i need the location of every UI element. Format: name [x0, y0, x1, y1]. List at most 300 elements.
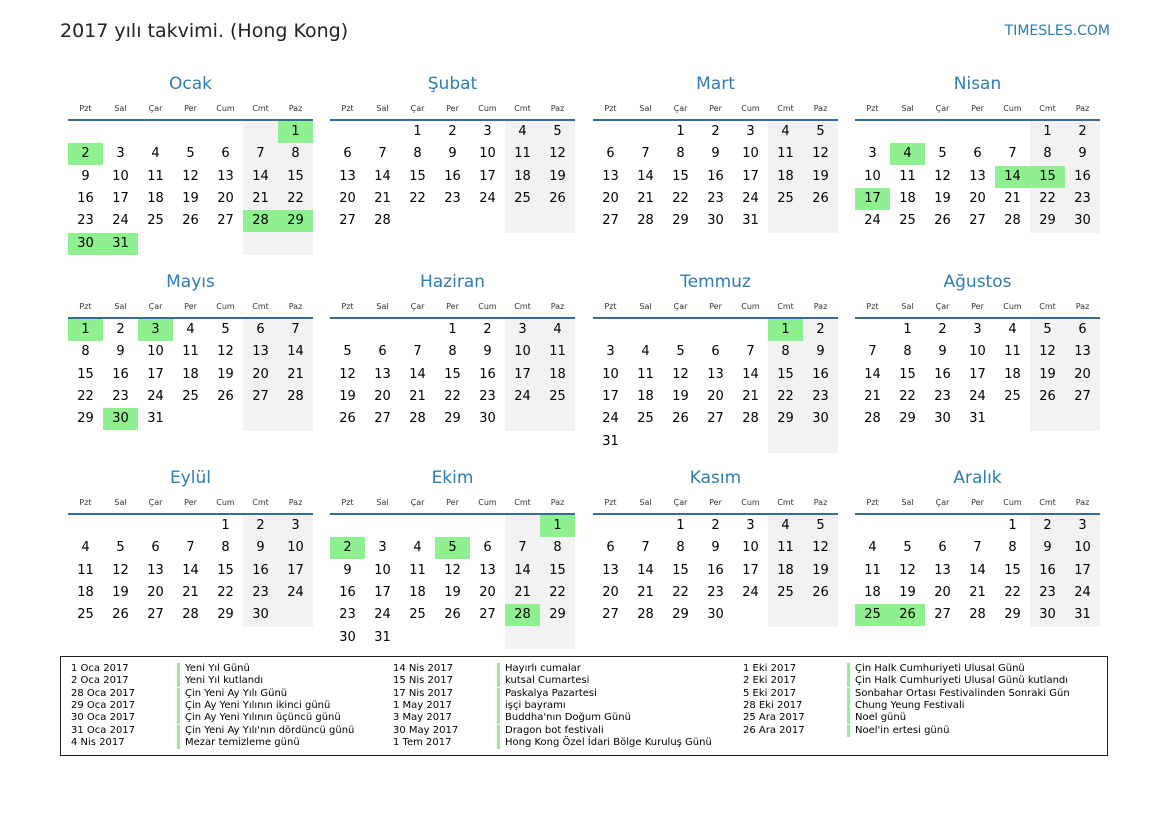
holiday-day-cell: 30 [68, 233, 103, 255]
day-cell: 6 [606, 146, 615, 162]
day-cell: 16 [812, 366, 829, 382]
day-cell: 11 [409, 562, 426, 578]
day-cell: 22 [287, 190, 304, 206]
day-cell: 30 [934, 411, 951, 427]
day-cell: 10 [287, 540, 304, 556]
holiday-marker [497, 737, 500, 749]
weekday-label: Cmt [252, 104, 269, 113]
day-cell: 8 [413, 146, 422, 162]
weekday-label: Cmt [252, 498, 269, 507]
day-cell: 7 [641, 540, 650, 556]
holiday-marker [497, 712, 500, 724]
holiday-day-cell: 31 [103, 233, 138, 255]
weekday-header [855, 104, 1100, 116]
day-cell: 14 [409, 366, 426, 382]
holiday-date: 30 May 2017 [393, 724, 459, 736]
day-cell: 5 [816, 518, 825, 533]
month-5 [330, 272, 575, 436]
day-cell: 1 [1043, 124, 1052, 139]
weekday-label: Cmt [252, 302, 269, 311]
day-cell: 7 [256, 146, 265, 162]
day-cell: 25 [182, 388, 199, 404]
holiday-day-cell: 14 [995, 166, 1030, 188]
holiday-name: Çin Yeni Ay Yılı'nın dördüncü günü [185, 724, 355, 736]
holiday-name: Çin Halk Cumhuriyeti Ulusal Günü [855, 663, 1025, 674]
month-name: Nisan [953, 74, 1002, 94]
day-cell: 12 [1039, 344, 1056, 360]
holiday-day-cell: 4 [890, 143, 925, 165]
holiday-marker [177, 688, 180, 700]
day-cell: 5 [903, 540, 912, 556]
day-cell: 22 [217, 584, 234, 600]
day-cell: 3 [746, 518, 755, 533]
holiday-day-cell: 28 [243, 210, 278, 232]
weekday-label: Paz [550, 104, 565, 113]
day-cell: 7 [291, 322, 300, 337]
day-cell: 26 [672, 411, 689, 427]
weekday-label: Pzt [866, 302, 879, 311]
holiday-marker [177, 737, 180, 749]
day-cell: 15 [549, 562, 566, 578]
day-cell: 27 [374, 411, 391, 427]
month-name: Ekim [431, 468, 474, 488]
day-cell: 13 [1074, 344, 1091, 360]
day-cell: 6 [938, 540, 947, 556]
day-cell: 18 [514, 168, 531, 184]
day-cell: 31 [969, 411, 986, 427]
day-cell: 21 [409, 388, 426, 404]
weekday-header [68, 302, 313, 314]
holiday-day-cell: 5 [435, 537, 470, 559]
day-cell: 24 [742, 190, 759, 206]
day-cell: 16 [252, 562, 269, 578]
day-cell: 5 [938, 146, 947, 162]
day-cell: 24 [287, 584, 304, 600]
weekday-label: Sal [376, 104, 389, 113]
weekday-label: Sal [639, 302, 652, 311]
day-cell: 15 [287, 168, 304, 184]
day-cell: 18 [864, 584, 881, 600]
holiday-day-cell: 30 [103, 408, 138, 430]
day-cell: 8 [81, 344, 90, 360]
day-cell: 25 [77, 607, 94, 623]
day-cell: 10 [602, 366, 619, 382]
day-cell: 9 [81, 168, 90, 184]
day-cell: 6 [483, 540, 492, 556]
weekday-label: Per [184, 498, 197, 507]
holiday-name: Noel günü [855, 712, 907, 724]
day-cell: 20 [934, 584, 951, 600]
day-cell: 28 [742, 411, 759, 427]
weekday-label: Per [446, 302, 459, 311]
weekday-label: Cmt [777, 104, 794, 113]
day-cell: 14 [374, 168, 391, 184]
day-cell: 18 [777, 562, 794, 578]
day-cell: 12 [672, 366, 689, 382]
day-cell: 26 [1039, 388, 1056, 404]
month-11 [855, 468, 1100, 632]
day-cell: 19 [812, 168, 829, 184]
month-name: Mart [696, 74, 735, 94]
day-cell: 20 [217, 190, 234, 206]
weekday-header [68, 498, 313, 510]
month-7 [855, 272, 1100, 436]
day-cell: 20 [147, 584, 164, 600]
holiday-marker [497, 688, 500, 700]
day-cell: 4 [641, 344, 650, 360]
day-cell: 12 [899, 562, 916, 578]
day-cell: 28 [637, 607, 654, 623]
holiday-date: 26 Ara 2017 [743, 724, 805, 736]
weekday-label: Sal [901, 104, 914, 113]
day-cell: 26 [112, 607, 129, 623]
month-3 [855, 74, 1100, 238]
day-cell: 22 [777, 388, 794, 404]
day-cell: 16 [707, 168, 724, 184]
day-cell: 8 [781, 344, 790, 360]
weekday-label: Cmt [514, 498, 531, 507]
weekday-header [330, 104, 575, 116]
weekday-header [593, 302, 838, 314]
day-cell: 25 [1004, 388, 1021, 404]
holiday-date: 1 May 2017 [393, 699, 452, 711]
day-cell: 31 [602, 433, 619, 449]
day-cell: 14 [514, 562, 531, 578]
day-cell: 29 [77, 411, 94, 427]
weekday-label: Cmt [1039, 498, 1056, 507]
day-cell: 24 [602, 411, 619, 427]
day-cell: 23 [444, 190, 461, 206]
day-cell: 10 [147, 344, 164, 360]
day-cell: 11 [899, 168, 916, 184]
weekday-label: Per [971, 302, 984, 311]
day-cell: 3 [291, 518, 300, 533]
month-10 [593, 468, 838, 632]
day-cell: 30 [479, 411, 496, 427]
day-cell: 16 [339, 584, 356, 600]
day-cell: 27 [969, 213, 986, 229]
holiday-date: 1 Tem 2017 [393, 736, 452, 748]
day-cell: 18 [1004, 366, 1021, 382]
weekday-label: Cum [1003, 302, 1022, 311]
day-cell: 11 [147, 168, 164, 184]
day-cell: 13 [602, 168, 619, 184]
weekday-label: Çar [148, 302, 163, 311]
day-cell: 4 [781, 518, 790, 533]
weekday-label: Çar [410, 104, 425, 113]
day-cell: 12 [549, 146, 566, 162]
day-cell: 13 [969, 168, 986, 184]
day-cell: 17 [742, 562, 759, 578]
holiday-day-cell: 28 [505, 604, 540, 626]
day-cell: 21 [514, 584, 531, 600]
day-cell: 12 [182, 168, 199, 184]
holiday-name: Çin Ay Yeni Yılının üçüncü günü [185, 712, 341, 724]
weekday-header [855, 302, 1100, 314]
day-cell: 27 [217, 213, 234, 229]
day-cell: 29 [444, 411, 461, 427]
weekday-header [593, 498, 838, 510]
weekday-header [330, 302, 575, 314]
day-cell: 23 [812, 388, 829, 404]
weekday-label: Per [709, 498, 722, 507]
weekday-label: Cum [216, 104, 235, 113]
day-cell: 20 [339, 190, 356, 206]
weekday-label: Per [184, 104, 197, 113]
day-cell: 7 [973, 540, 982, 556]
day-cell: 13 [707, 366, 724, 382]
weekday-label: Cum [741, 104, 760, 113]
day-cell: 25 [899, 213, 916, 229]
weekday-label: Çar [673, 104, 688, 113]
day-cell: 19 [1039, 366, 1056, 382]
day-cell: 17 [969, 366, 986, 382]
day-cell: 2 [938, 322, 947, 337]
day-cell: 22 [672, 190, 689, 206]
month-8 [68, 468, 313, 632]
day-cell: 7 [378, 146, 387, 162]
weekday-label: Per [709, 302, 722, 311]
holiday-day-cell: 17 [855, 188, 890, 210]
weekday-label: Cmt [777, 302, 794, 311]
holiday-marker [847, 663, 850, 675]
day-cell: 10 [742, 146, 759, 162]
day-cell: 8 [1043, 146, 1052, 162]
day-cell: 15 [77, 366, 94, 382]
day-cell: 19 [182, 190, 199, 206]
day-cell: 23 [112, 388, 129, 404]
weekday-label: Paz [1075, 104, 1090, 113]
day-cell: 2 [448, 124, 457, 139]
day-cell: 7 [641, 146, 650, 162]
day-cell: 28 [182, 607, 199, 623]
weekday-label: Cum [478, 498, 497, 507]
day-cell: 16 [707, 562, 724, 578]
day-cell: 22 [409, 190, 426, 206]
day-cell: 25 [549, 388, 566, 404]
day-cell: 1 [413, 124, 422, 139]
weekday-label: Çar [410, 302, 425, 311]
day-cell: 20 [707, 388, 724, 404]
weekday-header [68, 104, 313, 116]
day-cell: 3 [973, 322, 982, 337]
day-cell: 14 [864, 366, 881, 382]
holiday-date: 28 Eki 2017 [743, 699, 803, 711]
weekday-label: Sal [901, 498, 914, 507]
day-cell: 28 [1004, 213, 1021, 229]
day-cell: 7 [746, 344, 755, 360]
holiday-day-cell: 29 [278, 210, 313, 232]
day-cell: 31 [147, 411, 164, 427]
day-cell: 15 [899, 366, 916, 382]
weekday-label: Cum [216, 498, 235, 507]
day-cell: 11 [777, 146, 794, 162]
month-name: Eylül [169, 468, 212, 488]
day-cell: 12 [812, 146, 829, 162]
day-cell: 3 [868, 146, 877, 162]
day-cell: 27 [707, 411, 724, 427]
day-cell: 28 [374, 213, 391, 229]
day-cell: 7 [186, 540, 195, 556]
day-cell: 3 [378, 540, 387, 556]
day-cell: 29 [217, 607, 234, 623]
holiday-name: Çin Halk Cumhuriyeti Ulusal Günü kutlandı [855, 675, 1069, 687]
weekday-label: Sal [639, 104, 652, 113]
day-cell: 24 [969, 388, 986, 404]
day-cell: 6 [711, 344, 720, 360]
day-cell: 29 [1004, 607, 1021, 623]
day-cell: 14 [287, 344, 304, 360]
day-cell: 9 [1078, 146, 1087, 162]
day-cell: 15 [409, 168, 426, 184]
day-cell: 9 [938, 344, 947, 360]
day-cell: 27 [147, 607, 164, 623]
day-cell: 11 [1004, 344, 1021, 360]
day-cell: 10 [1074, 540, 1091, 556]
month-9 [330, 468, 575, 654]
day-cell: 24 [479, 190, 496, 206]
holiday-day-cell: 1 [278, 121, 313, 143]
weekday-header [330, 498, 575, 510]
day-cell: 9 [448, 146, 457, 162]
weekday-label: Cmt [777, 498, 794, 507]
day-cell: 29 [777, 411, 794, 427]
day-cell: 14 [742, 366, 759, 382]
day-cell: 19 [934, 190, 951, 206]
weekday-label: Pzt [79, 498, 92, 507]
day-cell: 29 [1039, 213, 1056, 229]
holiday-date: 14 Nis 2017 [393, 663, 453, 674]
day-cell: 23 [479, 388, 496, 404]
day-cell: 7 [868, 344, 877, 360]
day-cell: 5 [816, 124, 825, 139]
day-cell: 1 [221, 518, 230, 533]
day-cell: 2 [256, 518, 265, 533]
day-cell: 17 [479, 168, 496, 184]
weekday-label: Pzt [79, 104, 92, 113]
weekday-label: Paz [813, 104, 828, 113]
day-cell: 17 [1074, 562, 1091, 578]
day-cell: 1 [1008, 518, 1017, 533]
day-cell: 6 [256, 322, 265, 337]
day-cell: 19 [217, 366, 234, 382]
day-cell: 6 [151, 540, 160, 556]
day-cell: 22 [1004, 584, 1021, 600]
holiday-name: Chung Yeung Festivali [855, 699, 965, 711]
weekday-label: Çar [935, 498, 950, 507]
weekday-label: Sal [639, 498, 652, 507]
day-cell: 13 [252, 344, 269, 360]
holiday-day-cell: 1 [540, 515, 575, 537]
holiday-day-cell: 3 [138, 319, 173, 341]
day-cell: 1 [676, 124, 685, 139]
day-cell: 15 [777, 366, 794, 382]
weekday-label: Paz [288, 104, 303, 113]
day-cell: 6 [221, 146, 230, 162]
month-name: Şubat [427, 74, 478, 94]
weekday-label: Paz [288, 498, 303, 507]
day-cell: 12 [812, 540, 829, 556]
day-cell: 8 [291, 146, 300, 162]
day-cell: 20 [602, 190, 619, 206]
weekday-label: Sal [376, 498, 389, 507]
day-cell: 5 [1043, 322, 1052, 337]
holiday-day-cell: 2 [68, 143, 103, 165]
day-cell: 19 [672, 388, 689, 404]
day-cell: 13 [217, 168, 234, 184]
day-cell: 2 [1043, 518, 1052, 533]
day-cell: 31 [374, 629, 391, 645]
weekday-label: Sal [114, 104, 127, 113]
month-name: Ağustos [943, 272, 1012, 292]
day-cell: 26 [217, 388, 234, 404]
day-cell: 5 [343, 344, 352, 360]
site-link[interactable]: TIMESLES.COM [1004, 23, 1110, 39]
day-cell: 29 [549, 607, 566, 623]
weekday-label: Pzt [604, 498, 617, 507]
weekday-label: Paz [1075, 302, 1090, 311]
day-cell: 4 [1008, 322, 1017, 337]
weekday-label: Cum [1003, 104, 1022, 113]
day-cell: 11 [777, 540, 794, 556]
holiday-legend [60, 656, 1108, 756]
day-cell: 6 [343, 146, 352, 162]
day-cell: 13 [147, 562, 164, 578]
day-cell: 22 [77, 388, 94, 404]
day-cell: 4 [151, 146, 160, 162]
weekday-label: Cum [1003, 498, 1022, 507]
day-cell: 25 [777, 190, 794, 206]
day-cell: 29 [672, 607, 689, 623]
day-cell: 23 [934, 388, 951, 404]
day-cell: 10 [742, 540, 759, 556]
day-cell: 19 [112, 584, 129, 600]
day-cell: 24 [864, 213, 881, 229]
day-cell: 27 [1074, 388, 1091, 404]
day-cell: 15 [1004, 562, 1021, 578]
holiday-marker [177, 700, 180, 712]
weekday-label: Pzt [866, 104, 879, 113]
day-cell: 11 [549, 344, 566, 360]
day-cell: 24 [1074, 584, 1091, 600]
holiday-day-cell: 26 [890, 604, 925, 626]
day-cell: 2 [711, 124, 720, 139]
day-cell: 10 [374, 562, 391, 578]
day-cell: 17 [147, 366, 164, 382]
weekday-label: Pzt [604, 302, 617, 311]
day-cell: 18 [147, 190, 164, 206]
weekday-label: Çar [148, 104, 163, 113]
day-cell: 23 [707, 584, 724, 600]
weekday-label: Pzt [341, 104, 354, 113]
day-cell: 15 [444, 366, 461, 382]
day-cell: 24 [112, 213, 129, 229]
holiday-name: işçi bayramı [505, 699, 566, 711]
day-cell: 8 [448, 344, 457, 360]
weekday-label: Paz [288, 302, 303, 311]
day-cell: 29 [899, 411, 916, 427]
weekday-label: Cum [478, 302, 497, 311]
day-cell: 16 [479, 366, 496, 382]
holiday-name: Hayırlı cumalar [505, 663, 581, 674]
holiday-name: Çin Ay Yeni Yılının ikinci günü [185, 699, 331, 711]
day-cell: 27 [252, 388, 269, 404]
day-cell: 20 [374, 388, 391, 404]
day-cell: 21 [287, 366, 304, 382]
day-cell: 13 [479, 562, 496, 578]
day-cell: 16 [1039, 562, 1056, 578]
day-cell: 4 [553, 322, 562, 337]
